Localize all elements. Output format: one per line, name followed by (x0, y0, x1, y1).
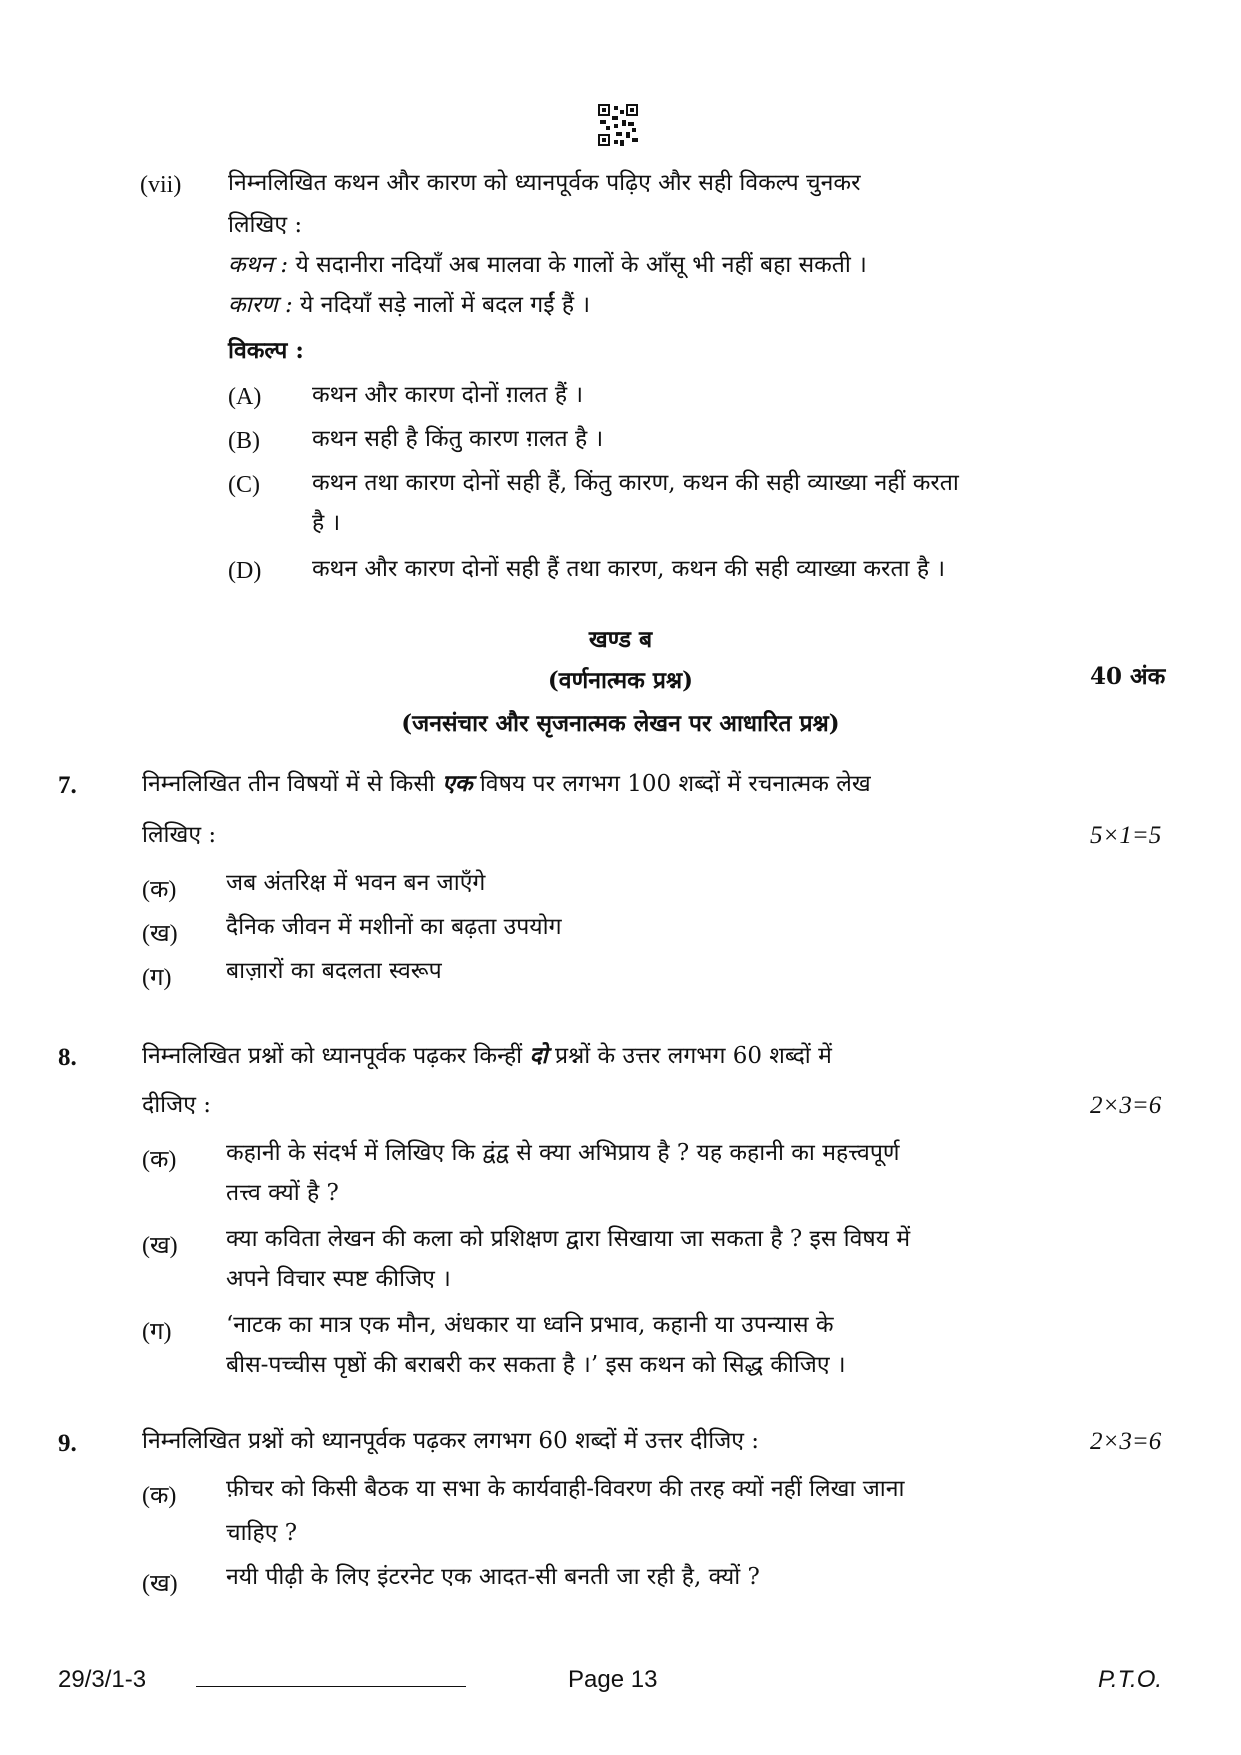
options-heading: विकल्प : (228, 337, 304, 364)
item-text: जब अंतरिक्ष में भवन बन जाएँगे (226, 870, 486, 896)
option-text: कथन तथा कारण दोनों सही हैं, किंतु कारण, कथन की सही व्याख्या नहीं करता (312, 470, 959, 496)
q8-text-b: प्रश्नों के उत्तर लगभग 60 शब्दों में (554, 1043, 832, 1069)
reason-line (228, 292, 590, 320)
item-text-continued: तत्त्व क्यों है ? (226, 1180, 339, 1206)
option-text-continued: है । (312, 510, 341, 536)
question-number: 7. (58, 772, 77, 799)
item-text: कहानी के संदर्भ में लिखिए कि द्वंद्व से क्या अभिप्राय है ? यह कहानी का महत्त्वपूर्ण (226, 1140, 900, 1166)
q7-text-b: विषय पर लगभग 100 शब्दों में रचनात्मक लेख (479, 771, 871, 797)
item-text: फ़ीचर को किसी बैठक या सभा के कार्यवाही-विवरण की तरह क्यों नहीं लिखा जाना (226, 1476, 905, 1502)
item-text: दैनिक जीवन में मशीनों का बढ़ता उपयोग (226, 914, 562, 940)
q8-line-2: दीजिए : (142, 1092, 211, 1118)
item-label: (ख) (142, 1233, 178, 1259)
item-text: क्या कविता लेखन की कला को प्रशिक्षण द्वारा सिखाया जा सकता है ? इस विषय में (226, 1226, 911, 1252)
q7-marks: 5×1=5 (1090, 822, 1162, 849)
item-label: (ग) (142, 1319, 172, 1345)
q7-line-1 (142, 770, 871, 799)
q6-line-2: लिखिए : (228, 212, 303, 238)
item-text: ‘नाटक का मात्र एक मौन, अंधकार या ध्वनि प्रभाव, कहानी या उपन्यास के (226, 1312, 834, 1338)
reason-label: कारण : (228, 292, 293, 318)
option-text: कथन और कारण दोनों ग़लत हैं । (312, 382, 584, 408)
q9-marks: 2×3=6 (1090, 1428, 1162, 1455)
q8-line-1 (142, 1042, 832, 1071)
option-label: (C) (228, 472, 260, 498)
item-label: (ख) (142, 1571, 178, 1597)
item-text-continued: चाहिए ? (226, 1520, 298, 1546)
question-number: 9. (58, 1430, 77, 1457)
q8-emphasis: दो (529, 1042, 548, 1069)
question-number: 8. (58, 1044, 77, 1071)
item-text: नयी पीढ़ी के लिए इंटरनेट एक आदत-सी बनती जा रही है, क्यों ? (226, 1564, 760, 1590)
item-label: (ग) (142, 965, 172, 991)
q8-text-a: निम्नलिखित प्रश्नों को ध्यानपूर्वक पढ़कर किन्हीं (142, 1043, 523, 1069)
reason-text: ये नदियाँ सड़े नालों में बदल गईं हैं । (300, 292, 591, 318)
section-subtitle: (वर्णनात्मक प्रश्न) (547, 667, 694, 694)
assertion-label: कथन : (228, 252, 289, 278)
q9-line-1: निम्नलिखित प्रश्नों को ध्यानपूर्वक पढ़कर लगभग 60 शब्दों में उत्तर दीजिए : (142, 1428, 760, 1454)
item-text-continued: अपने विचार स्पष्ट कीजिए । (226, 1266, 451, 1292)
q7-line-2: लिखिए : (142, 822, 217, 848)
q7-emphasis: एक (442, 770, 473, 797)
q6-line-1: निम्नलिखित कथन और कारण को ध्यानपूर्वक पढ़िए और सही विकल्प चुनकर (228, 170, 861, 196)
option-label: (A) (228, 384, 262, 410)
pto-label: P.T.O. (1098, 1666, 1163, 1693)
option-label: (D) (228, 558, 262, 584)
option-label: (B) (228, 428, 260, 454)
option-text: कथन और कारण दोनों सही हैं तथा कारण, कथन की सही व्याख्या करता है । (312, 556, 946, 582)
paper-code: 29/3/1-3 (58, 1666, 147, 1693)
item-label: (क) (142, 1483, 177, 1509)
item-label: (क) (142, 877, 177, 903)
footer-rule (196, 1686, 466, 1687)
part-label: (vii) (140, 172, 182, 198)
qr-code-icon (598, 104, 638, 146)
option-text: कथन सही है किंतु कारण ग़लत है । (312, 426, 604, 452)
item-label: (ख) (142, 921, 178, 947)
page-number: Page 13 (568, 1666, 658, 1693)
section-subtitle-2: (जनसंचार और सृजनात्मक लेखन पर आधारित प्रश्न) (401, 710, 840, 737)
item-label: (क) (142, 1147, 177, 1173)
assertion-text: ये सदानीरा नदियाँ अब मालवा के गालों के आँसू भी नहीं बहा सकती । (295, 252, 867, 278)
section-marks: 40 अंक (1090, 663, 1166, 690)
item-text: बाज़ारों का बदलता स्वरूप (226, 958, 442, 984)
q8-marks: 2×3=6 (1090, 1092, 1162, 1119)
assertion-line (228, 252, 867, 280)
item-text-continued: बीस-पच्चीस पृष्ठों की बराबरी कर सकता है ।’ इस कथन को सिद्ध कीजिए । (226, 1352, 846, 1378)
q7-text-a: निम्नलिखित तीन विषयों में से किसी (142, 771, 435, 797)
section-title: खण्ड ब (588, 626, 653, 653)
